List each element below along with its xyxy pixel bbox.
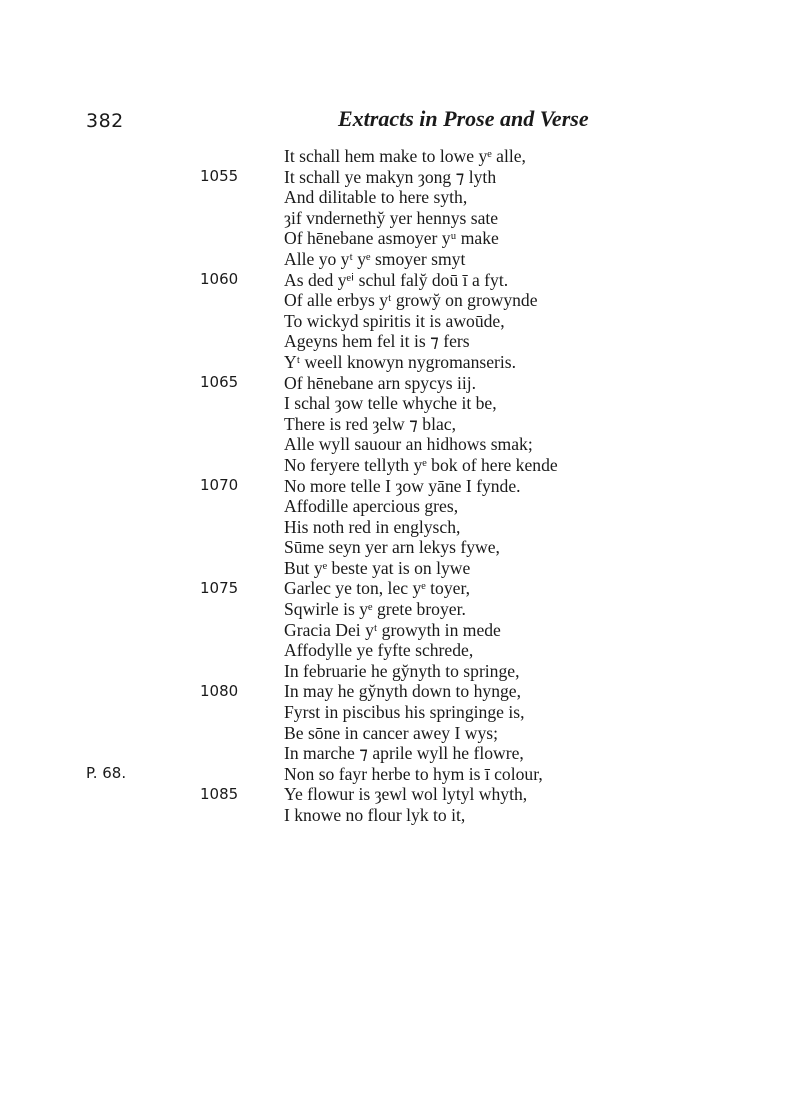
running-title: Extracts in Prose and Verse [338, 106, 589, 131]
verse-line: In marche ⁊ aprile wyll he flowre, [284, 743, 524, 764]
line-number: 1070 [200, 476, 239, 494]
verse-line: Gracia Dei yᵗ growyth in mede [284, 619, 501, 640]
line-number: 1080 [200, 682, 239, 700]
verse-line: ȝif vndernethy̆ yer hennys sate [284, 207, 499, 228]
verse-line: It schall ye makyn ȝong ⁊ lyth [284, 166, 497, 187]
line-number: 1060 [200, 270, 239, 288]
verse-line: Of hēnebane asmoyer yᵘ make [284, 228, 499, 249]
verse-line: Ye flowur is ȝewl wol lytyl whyth, [284, 784, 528, 805]
verse-line: Sūme seyn yer arn lekys fywe, [284, 537, 500, 558]
line-number: 1065 [200, 373, 239, 391]
verse-line: Yᵗ weell knowyn nygromanseris. [284, 351, 517, 372]
verse-line: To wickyd spiritis it is awoūde, [284, 310, 505, 331]
verse-line: Alle yo yᵗ yᵉ smoyer smyt [284, 248, 466, 269]
verse-line: As ded yᵉⁱ schul faly̆ doū ī a fyt. [284, 269, 509, 290]
verse-line: Non so fayr herbe to hym is ī colour, [284, 763, 543, 784]
verse-line: I schal ȝow telle whyche it be, [284, 393, 497, 414]
verse-line: In februarie he gy̆nyth to springe, [284, 660, 520, 681]
verse-line: Garlec ye ton, lec yᵉ toyer, [284, 578, 471, 599]
verse-line: Be sōne in cancer awey I wys; [284, 722, 498, 743]
verse-line: Affodylle ye fyfte schrede, [284, 640, 474, 661]
verse-line: Of hēnebane arn spycys iij. [284, 372, 477, 393]
verse-line: It schall hem make to lowe yᵉ alle, [284, 146, 526, 166]
verse-line: And dilitable to here syth, [284, 187, 468, 208]
verse-line: Sqwirle is yᵉ grete broyer. [284, 599, 466, 620]
line-number: 1085 [200, 785, 239, 803]
page-number: 382 [86, 110, 124, 132]
verse-line: No feryere tellyth yᵉ bok of here kende [284, 454, 558, 475]
line-number: 1075 [200, 579, 239, 597]
verse-line: Fyrst in piscibus his springinge is, [284, 702, 525, 723]
verse-block [284, 146, 558, 826]
verse-line: No more telle I ȝow yāne I fynde. [284, 475, 521, 496]
verse-line: There is red ȝelw ⁊ blac, [284, 413, 457, 434]
verse-line: Alle wyll sauour an hidhows smak; [284, 434, 533, 455]
margin-reference: P. 68. [86, 764, 127, 782]
verse-line: But yᵉ beste yat is on lywe [284, 557, 471, 578]
verse-line: His noth red in englysch, [284, 516, 461, 537]
line-number: 1055 [200, 167, 239, 185]
verse-line: I knowe no flour lyk to it, [284, 805, 466, 825]
verse-line: Of alle erbys yᵗ growy̆ on growynde [284, 290, 538, 311]
verse-line: Affodille apercious gres, [284, 496, 459, 517]
verse-line: In may he gy̆nyth down to hynge, [284, 681, 521, 702]
verse-line: Ageyns hem fel it is ⁊ fers [284, 331, 470, 352]
